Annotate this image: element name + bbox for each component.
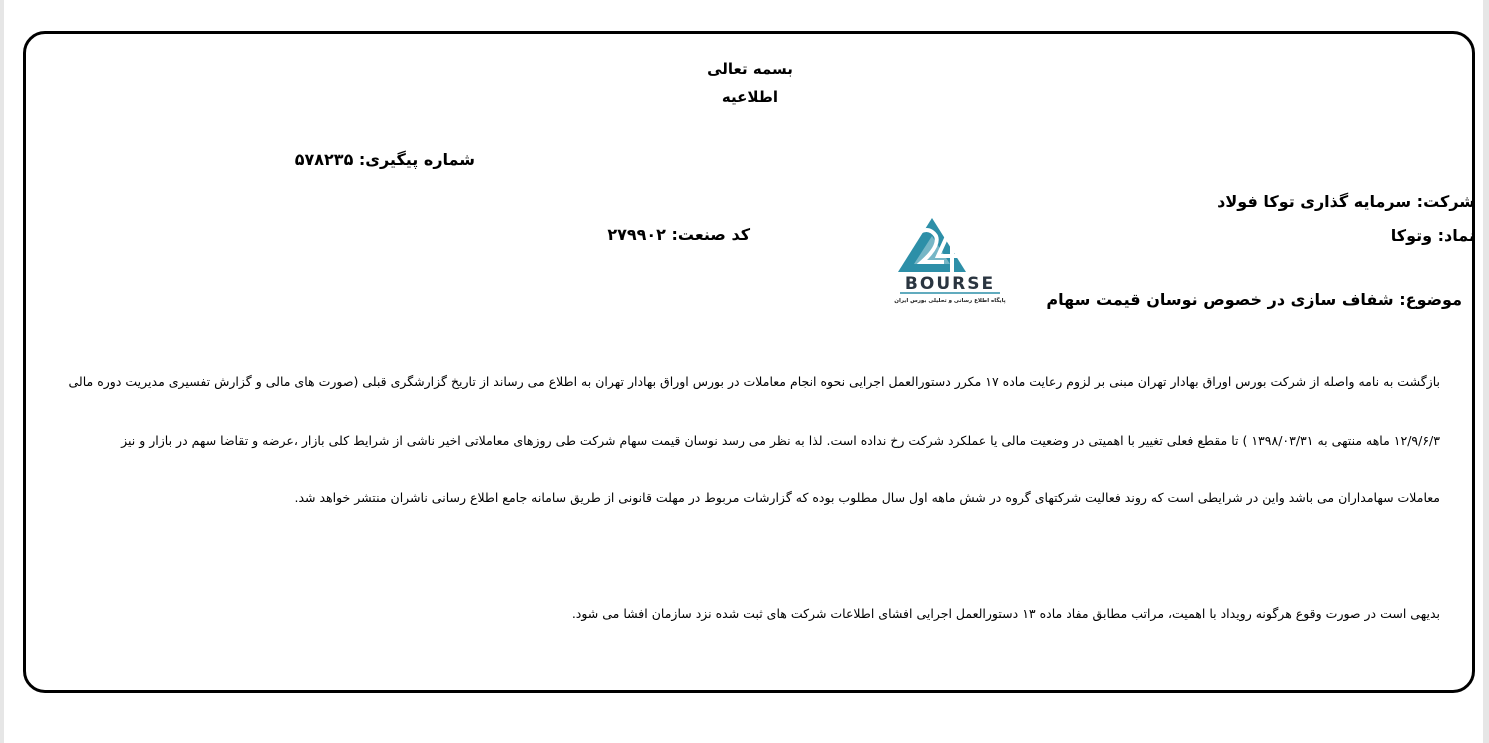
symbol-value: وتوکا <box>1390 226 1433 245</box>
notice-title: اطلاعیه <box>721 88 779 106</box>
page-right-gutter <box>1483 0 1489 743</box>
basmala: بسمه تعالی <box>707 60 793 78</box>
subject-label: موضوع: <box>1399 290 1462 309</box>
bourse-logo-graphic <box>892 214 1008 310</box>
company-label: شرکت: <box>1416 192 1475 211</box>
company-name <box>1175 192 1475 211</box>
notice-frame <box>23 31 1475 693</box>
body-line-1: بازگشت به نامه واصله از شرکت بورس اوراق بهادار تهران مبنی بر لزوم رعایت ماده ۱۷ مکرر دستورالعمل اجرایی نحوه انجام معاملات در بورس اوراق بهادار تهران به اطلاع می رساند از تاریخ گزارشگری قبلی (صورت های مالی و گزارش تفسیری مدیریت دوره مالی <box>68 374 1440 389</box>
body-line-3: معاملات سهامداران می باشد واین در شرایطی است که روند فعالیت شرکتهای گروه در شش ماهه اول سال مطلوب بوده که گزارشات مربوط در مهلت قانونی از طریق سامانه جامع اطلاع رسانی ناشران منتشر خواهد شد. <box>294 490 1440 505</box>
company-value: سرمایه گذاری توکا فولاد <box>1217 192 1412 211</box>
industry-code-value: ۲۷۹۹۰۲ <box>607 225 666 244</box>
symbol <box>1375 226 1475 245</box>
subject <box>1046 290 1462 309</box>
tracking-number-label: شماره پیگیری: <box>358 150 475 169</box>
subject-value: شفاف سازی در خصوص نوسان قیمت سهام <box>1046 290 1394 309</box>
page-left-gutter <box>0 0 4 743</box>
bourse-logo-wordmark: BOURSE <box>904 274 996 294</box>
bourse-logo <box>892 214 1008 310</box>
tracking-number <box>294 150 475 169</box>
body-line-2: ۱۲/۹/۶/۳ ماهه منتهی به ۱۳۹۸/۰۳/۳۱ ) تا مقطع فعلی تغییر با اهمیتی در وضعیت مالی یا عملکرد شرکت رخ نداده است. لذا به نظر می رسد نوسان قیمت سهام شرکت طی روزهای معاملاتی اخیر ناشی از شرایط کلی بازار ،عرضه و تقاضا سهم در بازار و نیز <box>121 433 1440 448</box>
body-line-4: بدیهی است در صورت وقوع هرگونه رویداد با اهمیت، مراتب مطابق مفاد ماده ۱۳ دستورالعمل اجرایی افشای اطلاعات شرکت های ثبت شده نزد سازمان افشا می شود. <box>571 606 1440 621</box>
bourse-logo-caption: پایگاه اطلاع رسانی و تحلیلی بورس ایران <box>894 298 1006 304</box>
industry-code <box>600 225 750 244</box>
industry-code-label: کد صنعت: <box>671 225 750 244</box>
symbol-label: نماد: <box>1437 226 1475 245</box>
tracking-number-value: ۵۷۸۲۳۵ <box>294 150 354 169</box>
